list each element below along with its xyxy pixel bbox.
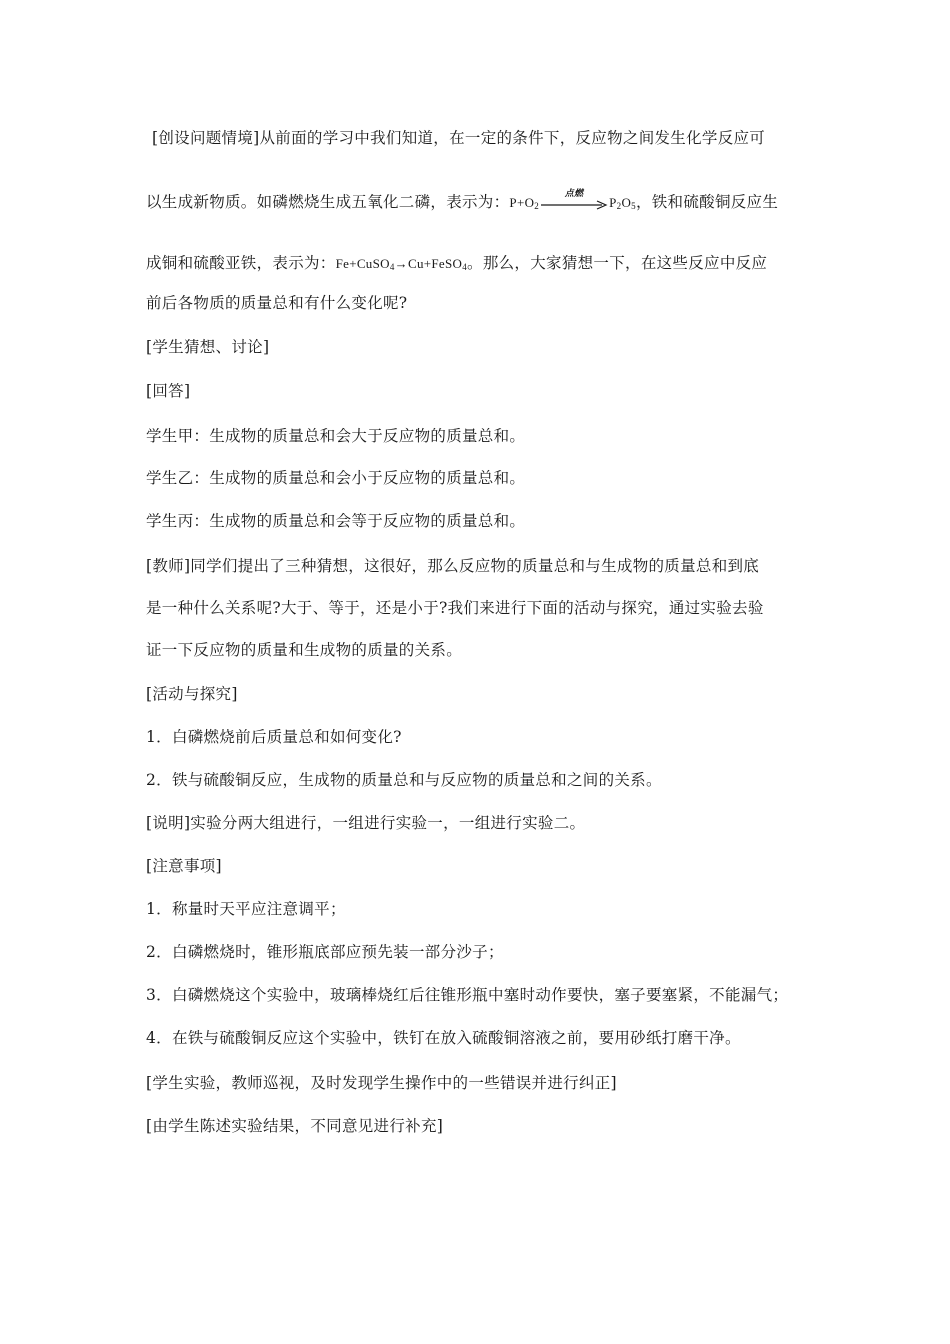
activity-item-1: 1．白磷燃烧前后质量总和如何变化?	[146, 728, 402, 746]
oxygen-subscript: 2	[534, 201, 540, 211]
product-o: O	[621, 195, 632, 210]
note-item-4: 4．在铁与硫酸铜反应这个实验中，铁钉在放入硫酸铜溶液之前，要用砂纸打磨干净。	[146, 1029, 741, 1047]
intro-line-1: [创设问题情境]从前面的学习中我们知道，在一定的条件下，反应物之间发生化学反应可	[152, 129, 766, 147]
product-p: P	[609, 195, 617, 210]
section-student-guess: [学生猜想、讨论]	[146, 338, 270, 356]
note-item-1: 1．称量时天平应注意调平；	[146, 900, 346, 918]
arrow-icon: →	[394, 256, 408, 271]
condition-label: 点燃	[564, 188, 584, 199]
phosphorus-reaction	[509, 188, 636, 211]
section-student-experiment: [学生实验，教师巡视，及时发现学生操作中的一些错误并进行纠正]	[146, 1074, 617, 1092]
sulfate-subscript-2: 4	[462, 262, 468, 272]
intro-line-3-suffix: 。那么，大家猜想一下，在这些反应中反应	[467, 254, 768, 272]
product-subscript-1: 2	[616, 201, 622, 211]
product-subscript-2: 5	[631, 201, 636, 211]
section-notes: [注意事项]	[146, 857, 222, 875]
intro-line-3	[146, 253, 767, 274]
iron-reaction	[336, 256, 467, 271]
teacher-line-2: 是一种什么关系呢?大于、等于，还是小于?我们来进行下面的活动与探究，通过实验去验	[146, 599, 764, 617]
teacher-line-3: 证一下反应物的质量和生成物的质量的关系。	[146, 641, 463, 659]
section-explanation: [说明]实验分两大组进行，一组进行实验一，一组进行实验二。	[146, 814, 586, 832]
reactants-iron-copper-sulfate: Fe+CuSO	[335, 256, 390, 271]
intro-line-2-suffix: ，铁和硫酸铜反应生	[635, 193, 779, 211]
section-results: [由学生陈述实验结果，不同意见进行补充]	[146, 1117, 444, 1135]
sulfate-subscript-1: 4	[389, 262, 395, 272]
section-answer: [回答]	[146, 382, 191, 400]
student-a-answer: 学生甲：生成物的质量总和会大于反应物的质量总和。	[146, 427, 526, 445]
intro-line-3-prefix: 成铜和硫酸亚铁，表示为：	[146, 254, 336, 272]
reactant-oxygen: O	[524, 195, 535, 210]
intro-line-2	[146, 188, 779, 214]
reaction-arrow	[540, 188, 608, 214]
reactant-phosphorus: P	[509, 195, 517, 210]
plus-sign: +	[516, 195, 525, 210]
intro-line-2-prefix: 以生成新物质。如磷燃烧生成五氧化二磷，表示为：	[146, 193, 510, 211]
student-c-answer: 学生丙：生成物的质量总和会等于反应物的质量总和。	[146, 512, 526, 530]
activity-item-2: 2．铁与硫酸铜反应，生成物的质量总和与反应物的质量总和之间的关系。	[146, 771, 662, 789]
note-item-2: 2．白磷燃烧时，锥形瓶底部应预先装一部分沙子；	[146, 943, 504, 961]
section-activity: [活动与探究]	[146, 685, 238, 703]
note-item-3: 3．白磷燃烧这个实验中，玻璃棒烧红后往锥形瓶中塞时动作要快，塞子要塞紧，不能漏气；	[146, 986, 789, 1004]
products-copper-iron-sulfate: Cu+FeSO	[407, 256, 463, 271]
intro-line-4: 前后各物质的质量总和有什么变化呢?	[146, 294, 408, 312]
student-b-answer: 学生乙：生成物的质量总和会小于反应物的质量总和。	[146, 469, 526, 487]
teacher-line-1: [教师]同学们提出了三种猜想，这很好，那么反应物的质量总和与生成物的质量总和到底	[146, 557, 760, 575]
arrow-icon	[540, 195, 608, 215]
